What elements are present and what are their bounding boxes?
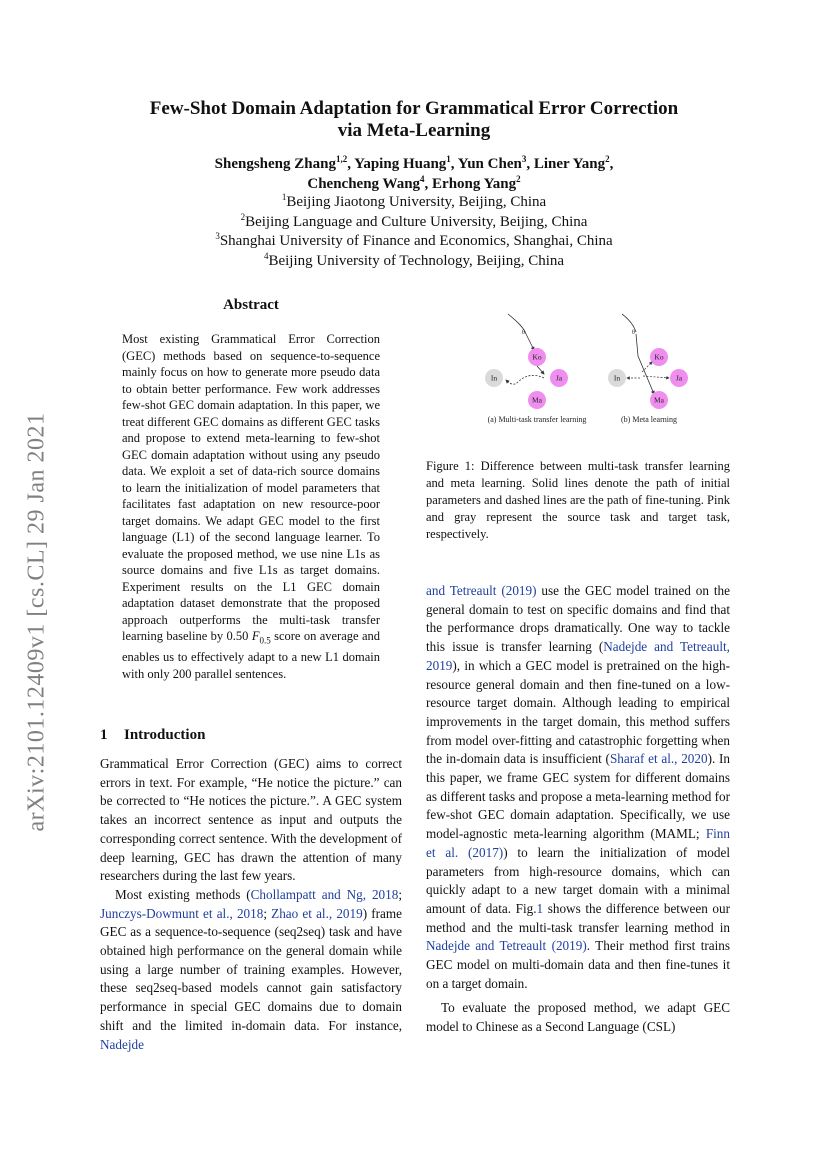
author-line-2 [100,174,728,194]
metric-subscript: 0.5 [259,635,271,646]
node-in-label: In [613,373,621,383]
author-name: Yun Chen [457,156,522,172]
abstract-heading: Abstract [223,297,279,313]
body-text: ), in which a GEC model is pretrained on the high-resource general domain and then fine-tuned on a low-resource target domain. Although leading to empirical improvements in the target domain, this method suffers from model over-fitting and catastrophic forgetting when the in-domain data is insufficient ( [426,657,730,767]
figure-ref-link[interactable]: 1 [536,900,544,916]
author-separator: , [526,156,534,172]
author-separator: , [609,156,614,172]
subfigure-b-caption: (b) Meta learning [621,415,677,424]
author-affil-mark: 3 [521,154,527,164]
affiliation-text: Beijing University of Technology, Beijing, China [268,252,565,269]
section-title: Introduction [124,727,206,743]
affiliation-text: Beijing Language and Culture University, Beijing, China [245,213,588,230]
arxiv-identifier [22,372,52,872]
subfigure-a-caption: (a) Multi-task transfer learning [487,415,587,424]
abstract-text: score on average and enables us to effectively adapt to a new L1 domain with only 200 parallel sentences. [122,629,380,681]
citation-link[interactable]: Nadejde and Tetreault (2019) [426,938,587,954]
body-text: . Their method first trains GEC model on multi-domain data and then fine-tunes it on a target domain. [426,938,730,991]
solid-arrow [636,334,654,394]
author-affil-mark: 1 [446,154,451,164]
metric-symbol: F [251,629,260,643]
section-number: 1 [100,727,108,743]
author-list [100,154,728,194]
author-name: Erhong Yang [432,176,517,192]
section-heading-introduction [100,727,205,744]
solid-arrow [537,366,544,374]
affiliation-mark: 4 [263,250,269,261]
body-text: ) frame GEC as a sequence-to-sequence (seq2seq) task and have obtained high performance on the general domain while using a large number of training examples. However, these seq2seq-based models cannot gain satisfactory performance in special GEC domains due to domain shift and the limited in-domain data. For instance, [100,905,402,1033]
node-ko-label: Ko [654,352,664,362]
author-separator: , [347,156,355,172]
body-text: ). In this paper, we frame GEC system for different domains as different tasks and propose a meta-learning method for few-shot GEC domain adaptation. Specifically, we use model-agnostic meta-learning algorithm (MAML; [426,751,730,842]
affiliation-mark: 1 [281,192,287,202]
body-text: ; [263,905,272,921]
theta-label: θ [632,330,635,336]
author-separator: , [450,156,458,172]
intro-paragraph-1: Grammatical Error Correction (GEC) aims to correct errors in text. For example, “He notice the picture.” can be corrected to “He notices the picture.”. A GEC system takes an incorrect sentence as input and outputs the corresponding correct sentence. With the development of deep learning, GEC has drawn the attention of many researchers during the last few years. [100,756,402,884]
abstract-text: Most existing Grammatical Error Correction (GEC) methods based on sequence-to-sequence mainly focus on how to generate more pseudo data to obtain better performance. Few work addresses few-shot GEC domain adaptation. In this paper, we treat different GEC domains as different GEC tasks and propose to extend meta-learning to few-shot GEC domain adaptation without using any pseudo data. We exploit a set of data-rich source domains to learn the initialization of model parameters that facilitates fast adaptation on new resource-poor target domains. We adapt GEC model to the first language (L1) of the second language learner. To evaluate the proposed method, we use nine L1s as source domains and five L1s as target domains. Experiment results on the L1 GEC domain adaptation dataset demonstrate that the proposed approach outperforms the multi-task transfer learning baseline by 0.50 [122,332,380,643]
theta-label: θ [522,330,525,336]
citation-link[interactable]: and Tetreault (2019) [426,583,537,598]
affiliation-text: Beijing Jiaotong University, Beijing, China [286,194,547,210]
node-ko-label: Ko [532,352,542,362]
citation-link[interactable]: Chollampatt and Ng, 2018 [250,886,399,902]
author-name: Shengsheng Zhang [214,156,336,172]
figure-1-diagram [426,312,730,442]
paper-title [100,98,728,142]
author-affil-mark: 1,2 [335,154,348,164]
author-name: Liner Yang [533,156,606,172]
citation-link[interactable]: Nadejde and Tetreault, 2019 [426,639,730,673]
body-text: Most existing methods ( [115,886,251,902]
body-text: use the GEC model trained on the general domain to test on specific domains and find that the performance drops dramatically. One way to tackle this issue is transfer learning ( [426,583,730,655]
affiliation-mark: 3 [215,231,220,241]
affiliation [100,232,728,252]
left-column-text [100,755,402,1054]
citation-link[interactable]: Sharaf et al., 2020 [609,751,708,767]
right-column-text [426,582,730,1037]
author-separator: , [424,176,433,192]
arxiv-stamp-text: arXiv:2101.12409v1 [cs.CL] 29 Jan 2021 [23,412,50,832]
affiliation-text: Shanghai University of Finance and Economics, Shanghai, China [219,233,613,249]
affiliation [100,213,728,233]
author-affil-mark: 2 [605,154,610,164]
subfigure-a [485,314,586,424]
figure-1-caption: Figure 1: Difference between multi-task transfer learning and meta learning. Solid lines denote the path of initial parameters and dashed lines are the path of fine-tuning. Pink and gray represent the source task and target task, respectively. [426,459,730,541]
node-ja-label: Ja [555,373,563,383]
affiliation-mark: 2 [240,211,246,222]
abstract-body [122,331,380,682]
node-in-label: In [490,373,498,383]
author-affil-mark: 2 [516,174,521,184]
right-paragraph-2: To evaluate the proposed method, we adapt GEC model to Chinese as a Second Language (CSL) [426,1000,730,1035]
intro-paragraph-2 [100,886,402,1054]
right-paragraph-1 [426,582,730,993]
solid-arrow [526,334,534,350]
subfigure-b [608,314,688,424]
body-text: shows the difference between our method and the multi-task transfer learning method in [426,900,730,935]
body-text: ) to learn the initialization of model parameters from high-resource domains, which can quickly adapt to a new target domain with a minimal amount of data. Fig. [426,844,730,916]
author-name: Yaping Huang [354,156,447,172]
node-ma-label: Ma [654,395,664,405]
title-line-2: via Meta-Learning [337,120,491,141]
affiliation [100,252,728,272]
node-ja-label: Ja [675,373,683,383]
author-line-1 [100,154,728,174]
dashed-arrow [506,375,544,384]
title-line-1: Few-Shot Domain Adaptation for Grammatical Error Correction [149,98,679,119]
citation-link[interactable]: Nadejde [100,1036,144,1052]
citation-link[interactable]: Zhao et al., 2019 [271,905,363,921]
author-name: Chencheng Wang [307,176,421,192]
affiliation [100,193,728,213]
author-affil-mark: 4 [420,174,425,184]
node-ma-label: Ma [532,395,542,405]
dashed-arrow [642,362,652,372]
body-text: ; [398,886,402,902]
citation-link[interactable]: Junczys-Dowmunt et al., 2018 [100,905,264,921]
citation-link[interactable]: Finn et al. (2017) [426,826,730,860]
affiliation-list [100,193,728,271]
